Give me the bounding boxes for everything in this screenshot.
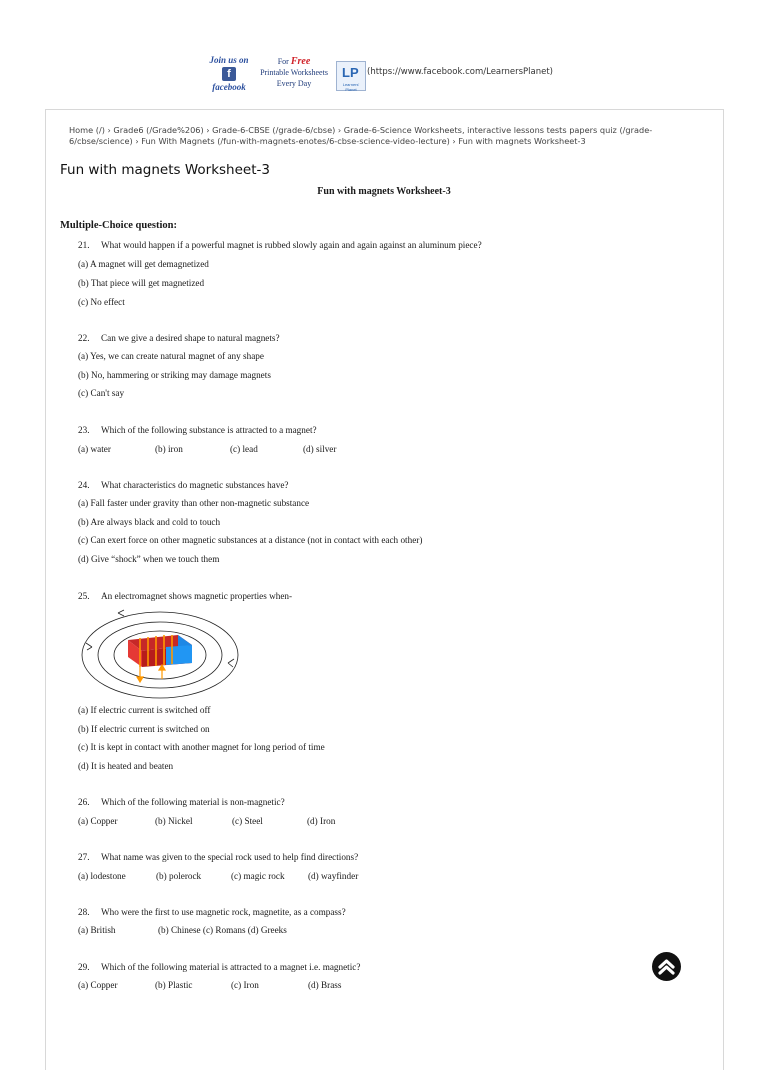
question-number: 21.: [78, 240, 90, 250]
electromagnet-diagram: [78, 605, 242, 700]
question-24: [78, 479, 289, 491]
question-number: 22.: [78, 333, 90, 343]
option: (d) Give “shock” when we touch them: [78, 554, 220, 564]
question-text: What characteristics do magnetic substances have?: [101, 480, 289, 490]
worksheet-title: Fun with magnets Worksheet-3: [317, 186, 451, 197]
option: (b) Plastic: [155, 980, 193, 990]
option: (a) water: [78, 444, 111, 454]
scroll-to-top-button[interactable]: [652, 952, 681, 981]
logo-initials: LP: [342, 65, 359, 80]
option: (a) Yes, we can create natural magnet of any shape: [78, 351, 264, 361]
option: (b) No, hammering or striking may damage magnets: [78, 370, 271, 380]
join-text: Join us on: [209, 55, 249, 65]
options-row: [78, 815, 478, 827]
question-22: [78, 332, 280, 344]
option: (d) Iron: [307, 816, 336, 826]
question-text: Which of the following substance is attracted to a magnet?: [101, 425, 317, 435]
breadcrumb[interactable]: Home (/) › Grade6 (/Grade%206) › Grade-6-CBSE (/grade-6/cbse) › Grade-6-Science Worksheets, interactive lessons tests papers quiz (/grade-6/cbse/science) › Fun With Magnets (/fun-with-magnets-enotes/6-cbse-science-video-lecture) › Fun with magnets Worksheet-3: [69, 125, 653, 146]
page-title: Fun with magnets Worksheet-3: [60, 162, 270, 178]
free-text: Free: [290, 56, 311, 67]
printable-text: Printable Worksheets: [260, 68, 328, 77]
question-27: [78, 851, 358, 863]
question-text: Which of the following material is attracted to a magnet i.e. magnetic?: [101, 962, 361, 972]
options-row: [78, 924, 478, 936]
option: (d) wayfinder: [308, 871, 359, 881]
facebook-url-link[interactable]: (https://www.facebook.com/LearnersPlanet): [367, 67, 553, 77]
question-28: [78, 906, 346, 918]
option: (c) Iron: [231, 980, 259, 990]
facebook-icon: f: [222, 67, 236, 81]
option: (b) polerock: [156, 871, 202, 881]
question-25: [78, 590, 292, 602]
every-day-text: Every Day: [276, 79, 312, 88]
option: (b) Nickel: [155, 816, 193, 826]
question-number: 23.: [78, 425, 90, 435]
question-text: What would happen if a powerful magnet is rubbed slowly again and again against an aluminum piece?: [101, 240, 482, 250]
option: (b) That piece will get magnetized: [78, 278, 205, 288]
option: (b) iron: [155, 444, 183, 454]
options-row: [78, 979, 478, 991]
question-number: 26.: [78, 797, 90, 807]
option: (b) If electric current is switched on: [78, 724, 210, 734]
option: (b) Chinese (c) Romans (d) Greeks: [158, 925, 287, 935]
facebook-banner[interactable]: [204, 54, 624, 94]
question-text: Who were the first to use magnetic rock, magnetite, as a compass?: [101, 907, 346, 917]
option: (a) A magnet will get demagnetized: [78, 259, 209, 269]
section-heading: Multiple-Choice question:: [60, 220, 177, 231]
option: (c) No effect: [78, 297, 125, 307]
option: (c) Can't say: [78, 388, 125, 398]
option: (a) lodestone: [78, 871, 126, 881]
option: (c) magic rock: [231, 871, 285, 881]
question-number: 28.: [78, 907, 90, 917]
question-text: Can we give a desired shape to natural magnets?: [101, 333, 280, 343]
option: (a) Copper: [78, 980, 118, 990]
question-21: [78, 239, 482, 251]
option: (b) Are always black and cold to touch: [78, 517, 221, 527]
option: (c) Steel: [232, 816, 263, 826]
for-text: For: [277, 57, 289, 66]
question-text: Which of the following material is non-magnetic?: [101, 797, 285, 807]
question-number: 25.: [78, 591, 90, 601]
option: (a) Fall faster under gravity than other non-magnetic substance: [78, 498, 310, 508]
question-number: 24.: [78, 480, 90, 490]
option: (d) It is heated and beaten: [78, 761, 174, 771]
question-29: [78, 961, 360, 973]
learners-planet-logo: [336, 61, 366, 91]
option: (c) Can exert force on other magnetic substances at a distance (not in contact with each other): [78, 535, 423, 545]
option: (a) British: [78, 925, 116, 935]
question-26: [78, 796, 285, 808]
question-text: What name was given to the special rock used to help find directions?: [101, 852, 359, 862]
option: (c) It is kept in contact with another magnet for long period of time: [78, 742, 325, 752]
question-number: 29.: [78, 962, 90, 972]
options-row: [78, 870, 478, 882]
option: (c) lead: [230, 444, 258, 454]
free-worksheets-text: [254, 56, 334, 89]
facebook-join-badge: [204, 55, 254, 93]
question-text: An electromagnet shows magnetic properties when-: [101, 591, 293, 601]
question-23: [78, 424, 317, 436]
option: (d) silver: [303, 444, 337, 454]
option: (a) Copper: [78, 816, 118, 826]
option: (d) Brass: [308, 980, 342, 990]
chevron-up-icon: [652, 952, 681, 981]
option: (a) If electric current is switched off: [78, 705, 211, 715]
question-number: 27.: [78, 852, 90, 862]
logo-caption: Learners' Planet: [342, 82, 360, 92]
facebook-text: facebook: [212, 82, 246, 92]
options-row: [78, 443, 478, 455]
